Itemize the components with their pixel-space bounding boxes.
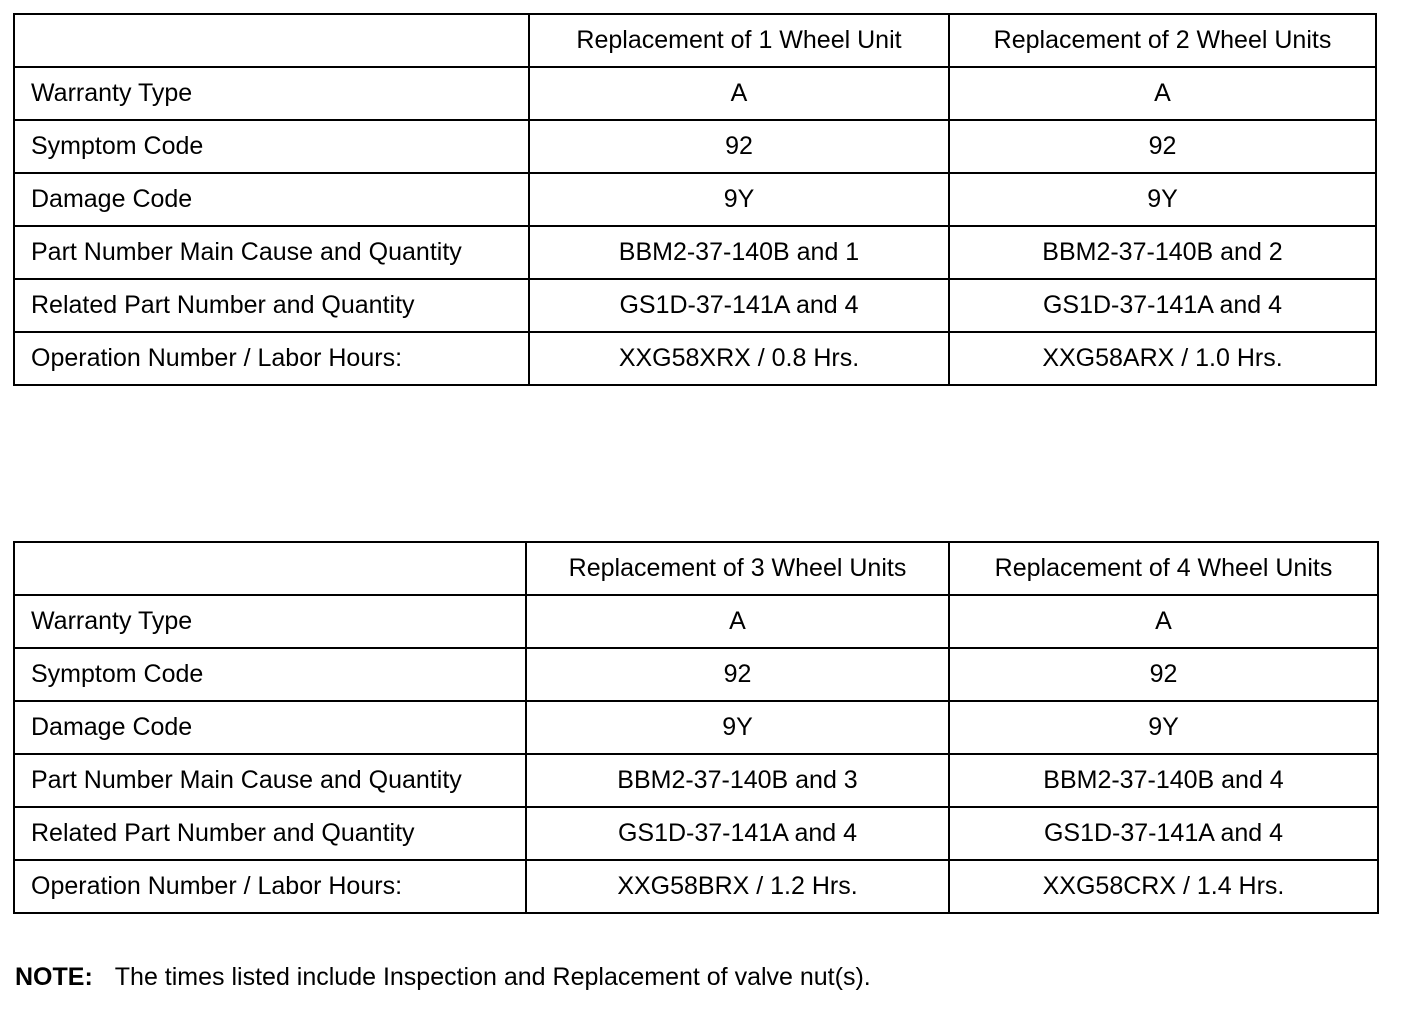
table-cell: BBM2-37-140B and 3	[526, 754, 949, 807]
table-cell: 9Y	[529, 173, 949, 226]
note-label: NOTE:	[15, 963, 93, 991]
row-label-operation-number: Operation Number / Labor Hours:	[14, 860, 526, 913]
table-row	[14, 120, 1376, 173]
table-row	[14, 807, 1378, 860]
warranty-table-2	[13, 541, 1379, 914]
row-label-warranty-type: Warranty Type	[14, 595, 526, 648]
table-row	[14, 67, 1376, 120]
header-empty-cell	[14, 542, 526, 595]
row-label-part-number-main-cause: Part Number Main Cause and Quantity	[14, 754, 526, 807]
table-cell: 9Y	[526, 701, 949, 754]
row-label-related-part-number: Related Part Number and Quantity	[14, 807, 526, 860]
table-row	[14, 595, 1378, 648]
table-cell: A	[949, 595, 1378, 648]
row-label-symptom-code: Symptom Code	[14, 648, 526, 701]
table-cell: 92	[949, 648, 1378, 701]
table-row	[14, 173, 1376, 226]
table-cell: GS1D-37-141A and 4	[529, 279, 949, 332]
table-row	[14, 226, 1376, 279]
table-header-row	[14, 542, 1378, 595]
table-cell: GS1D-37-141A and 4	[526, 807, 949, 860]
table-header-row	[14, 14, 1376, 67]
table-cell: XXG58BRX / 1.2 Hrs.	[526, 860, 949, 913]
row-label-related-part-number: Related Part Number and Quantity	[14, 279, 529, 332]
table-cell: XXG58XRX / 0.8 Hrs.	[529, 332, 949, 385]
row-label-damage-code: Damage Code	[14, 701, 526, 754]
table-cell: GS1D-37-141A and 4	[949, 807, 1378, 860]
table-cell: A	[526, 595, 949, 648]
table-cell: BBM2-37-140B and 4	[949, 754, 1378, 807]
table-cell: XXG58ARX / 1.0 Hrs.	[949, 332, 1376, 385]
column-header: Replacement of 4 Wheel Units	[949, 542, 1378, 595]
table-row	[14, 648, 1378, 701]
row-label-operation-number: Operation Number / Labor Hours:	[14, 332, 529, 385]
table-cell: BBM2-37-140B and 1	[529, 226, 949, 279]
table-cell: A	[529, 67, 949, 120]
row-label-part-number-main-cause: Part Number Main Cause and Quantity	[14, 226, 529, 279]
footnote	[15, 963, 871, 992]
table-cell: GS1D-37-141A and 4	[949, 279, 1376, 332]
note-text: The times listed include Inspection and Replacement of valve nut(s).	[114, 963, 871, 991]
table-row	[14, 701, 1378, 754]
column-header: Replacement of 3 Wheel Units	[526, 542, 949, 595]
table-cell: 9Y	[949, 701, 1378, 754]
column-header: Replacement of 1 Wheel Unit	[529, 14, 949, 67]
warranty-table-1	[13, 13, 1377, 386]
table-row	[14, 279, 1376, 332]
table-row	[14, 332, 1376, 385]
table-cell: 92	[949, 120, 1376, 173]
table-row	[14, 754, 1378, 807]
header-empty-cell	[14, 14, 529, 67]
table-cell: 92	[529, 120, 949, 173]
row-label-warranty-type: Warranty Type	[14, 67, 529, 120]
table-cell: BBM2-37-140B and 2	[949, 226, 1376, 279]
table-cell: 92	[526, 648, 949, 701]
column-header: Replacement of 2 Wheel Units	[949, 14, 1376, 67]
table-cell: A	[949, 67, 1376, 120]
table-cell: 9Y	[949, 173, 1376, 226]
table-cell: XXG58CRX / 1.4 Hrs.	[949, 860, 1378, 913]
table-row	[14, 860, 1378, 913]
row-label-symptom-code: Symptom Code	[14, 120, 529, 173]
row-label-damage-code: Damage Code	[14, 173, 529, 226]
